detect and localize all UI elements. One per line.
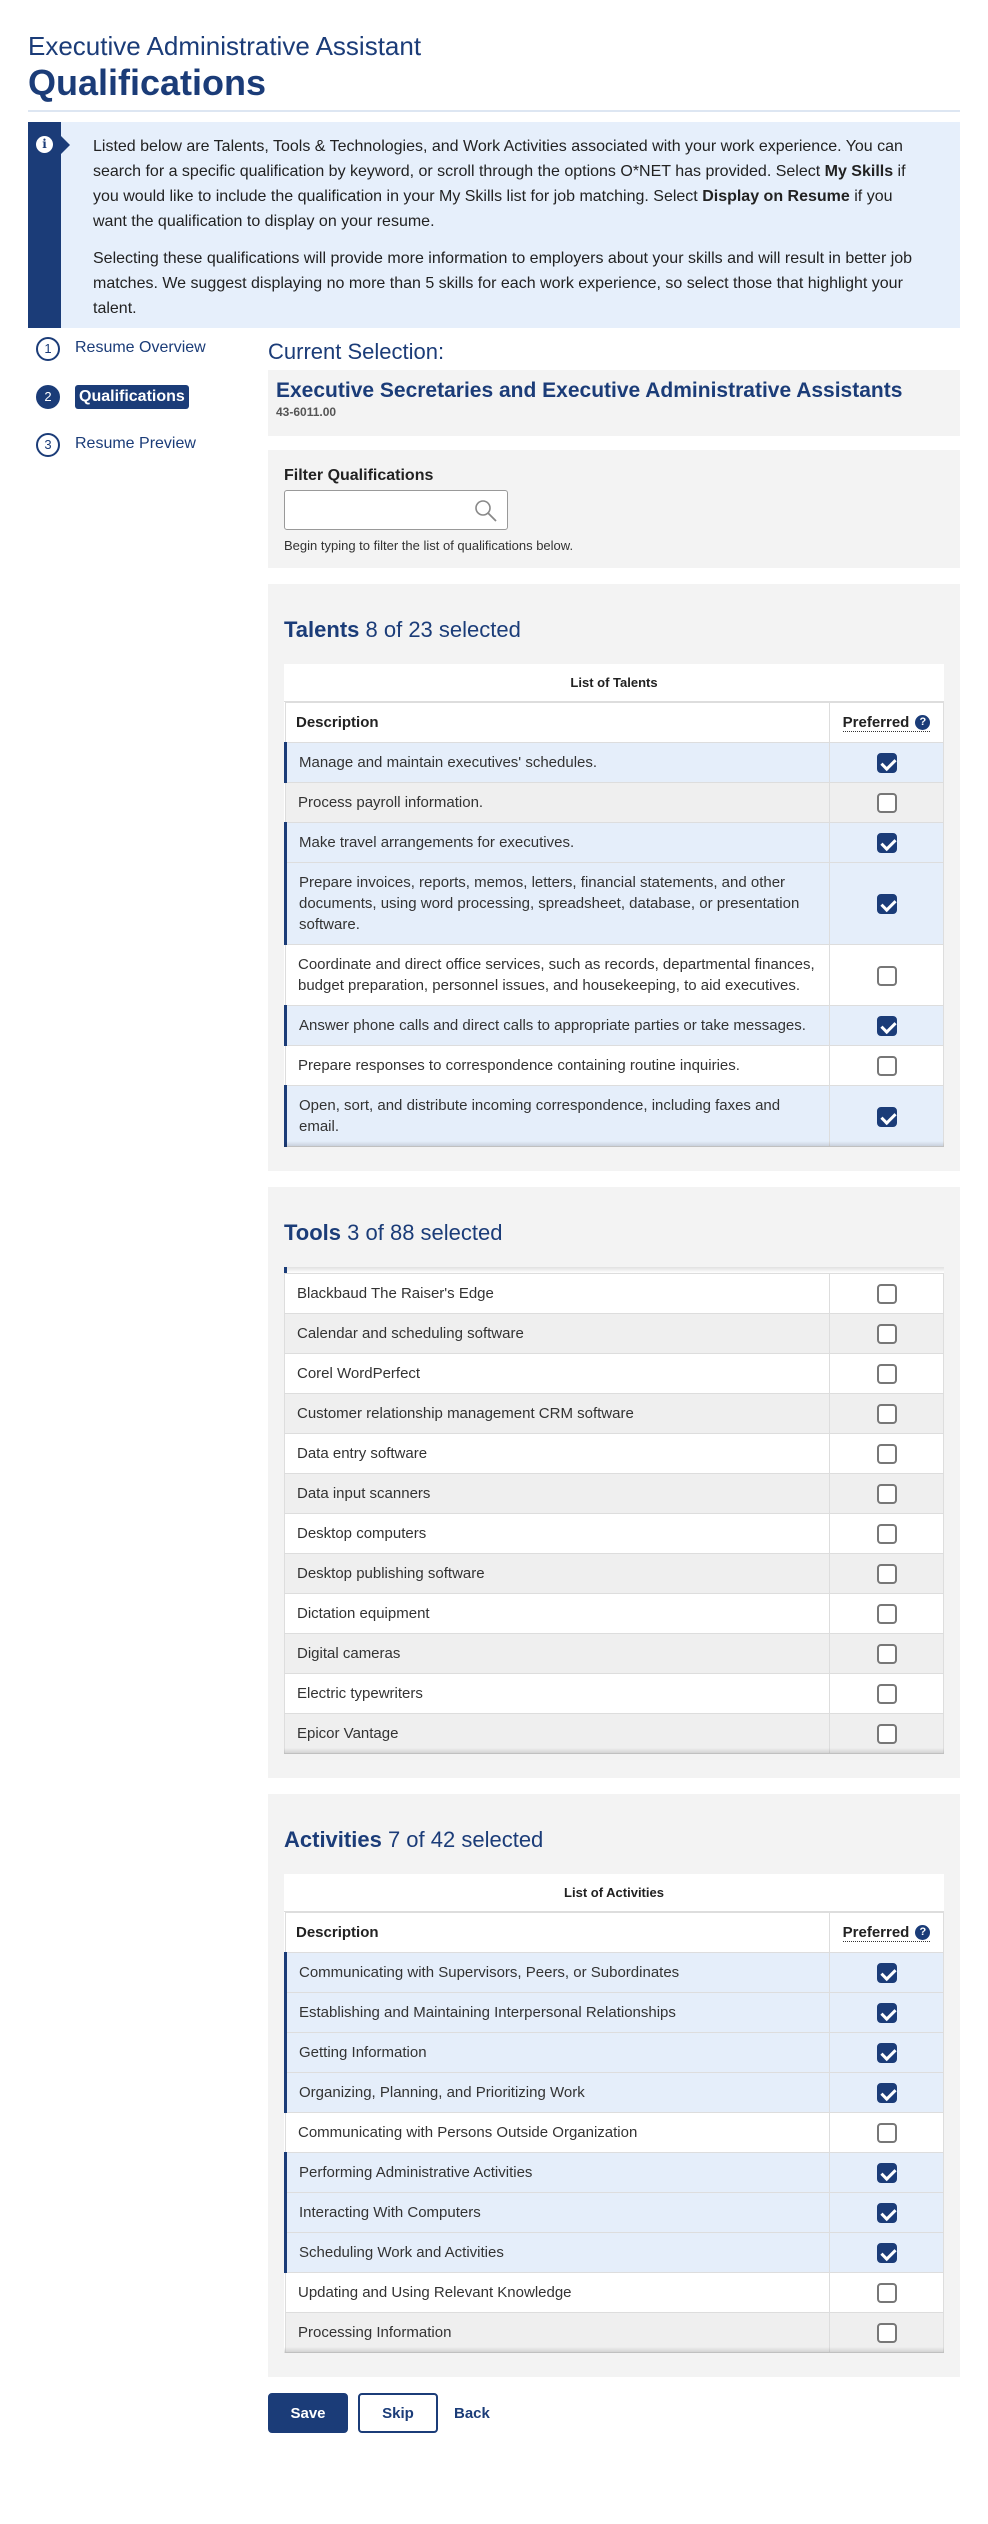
back-link[interactable]: Back [448, 2393, 496, 2433]
row-description: Data entry software [285, 1434, 830, 1474]
preferred-checkbox[interactable] [877, 2283, 897, 2303]
activities-count: 7 of 42 selected [387, 1827, 544, 1852]
table-row [286, 945, 944, 1006]
tools-count: 3 of 88 selected [347, 1220, 503, 1245]
table-row [285, 1434, 944, 1474]
table-row [286, 2113, 944, 2153]
scroll-shadow [284, 2347, 944, 2353]
row-preferred-cell [830, 1434, 944, 1474]
preferred-checkbox[interactable] [877, 1644, 897, 1664]
activities-title: Activities [284, 1827, 382, 1852]
step-label[interactable]: Resume Overview [75, 339, 206, 356]
preferred-checkbox[interactable] [877, 2243, 897, 2263]
row-description: Epicor Vantage [285, 1714, 830, 1754]
table-row [286, 2153, 944, 2193]
row-description: Communicating with Persons Outside Organization [286, 2113, 830, 2153]
tools-title: Tools [284, 1220, 342, 1245]
table-row [286, 1993, 944, 2033]
preferred-label: Preferred [842, 1923, 910, 1941]
table-row [286, 2193, 944, 2233]
row-preferred-cell [830, 1086, 944, 1147]
column-header-preferred [830, 1913, 944, 1953]
row-preferred-cell [830, 1006, 944, 1046]
tools-heading [284, 1219, 944, 1247]
table-row [286, 743, 944, 783]
preferred-checkbox[interactable] [877, 1016, 897, 1036]
help-icon[interactable]: ? [915, 715, 930, 730]
preferred-checkbox[interactable] [877, 1963, 897, 1983]
main-content [268, 340, 960, 2433]
step-label[interactable]: Qualifications [75, 385, 189, 409]
preferred-checkbox[interactable] [877, 2163, 897, 2183]
info-alert-bar [28, 122, 61, 328]
preferred-checkbox[interactable] [877, 1564, 897, 1584]
table-row [286, 1086, 944, 1147]
row-description: Coordinate and direct office services, such as records, departmental finances, budget preparation, personnel issues, and housekeeping, to aid executives. [286, 945, 830, 1006]
info-icon: i [36, 136, 53, 153]
preferred-checkbox[interactable] [877, 2123, 897, 2143]
talents-heading [284, 616, 944, 644]
row-preferred-cell [830, 823, 944, 863]
row-preferred-cell [830, 2113, 944, 2153]
row-preferred-cell [830, 2073, 944, 2113]
preferred-checkbox[interactable] [877, 894, 897, 914]
info-text-segment: if you would like to include the qualification in your My Skills list for job matching. Select [93, 163, 906, 205]
row-description: Blackbaud The Raiser's Edge [285, 1274, 830, 1314]
table-row [285, 1394, 944, 1434]
row-description: Corel WordPerfect [285, 1354, 830, 1394]
talents-section [268, 584, 960, 1171]
activities-header-row [286, 1913, 944, 1953]
row-preferred-cell [830, 743, 944, 783]
talents-header-row [286, 703, 944, 743]
talents-caption: List of Talents [284, 664, 944, 702]
occupation-code: 43-6011.00 [276, 405, 337, 419]
row-description: Getting Information [286, 2033, 830, 2073]
current-occupation-card [268, 370, 960, 436]
filter-input-wrap [284, 490, 508, 530]
row-description: Customer relationship management CRM software [285, 1394, 830, 1434]
row-preferred-cell [830, 2193, 944, 2233]
row-description: Establishing and Maintaining Interpersonal Relationships [286, 1993, 830, 2033]
talents-table-wrap[interactable] [284, 664, 944, 1147]
activities-section [268, 1794, 960, 2377]
column-header-preferred [830, 703, 944, 743]
table-row [286, 1046, 944, 1086]
page-supertitle: Executive Administrative Assistant [28, 31, 422, 61]
info-paragraph-2: Selecting these qualifications will provide more information to employers about your skills and will result in better job matches. We suggest displaying no more than 5 skills for each work experience, so select those that highlight your talent. [93, 250, 913, 317]
table-row [285, 1674, 944, 1714]
row-description: Electric typewriters [285, 1674, 830, 1714]
step-label[interactable]: Resume Preview [75, 435, 196, 452]
step-resume-overview[interactable] [36, 337, 236, 385]
info-alert-notch [61, 136, 70, 154]
row-description: Digital cameras [285, 1634, 830, 1674]
row-description: Desktop publishing software [285, 1554, 830, 1594]
row-preferred-cell [830, 1514, 944, 1554]
row-description: Scheduling Work and Activities [286, 2233, 830, 2273]
preferred-label-wrap[interactable] [843, 714, 931, 732]
row-description: Data input scanners [285, 1474, 830, 1514]
preferred-checkbox[interactable] [877, 2323, 897, 2343]
table-row [286, 863, 944, 945]
table-row [286, 2273, 944, 2313]
header-divider [28, 110, 960, 112]
skip-button[interactable]: Skip [358, 2393, 438, 2433]
table-row [285, 1314, 944, 1354]
table-row [285, 1274, 944, 1314]
row-preferred-cell [830, 2153, 944, 2193]
row-preferred-cell [830, 2233, 944, 2273]
row-description: Calendar and scheduling software [285, 1314, 830, 1354]
row-preferred-cell [830, 1634, 944, 1674]
row-preferred-cell [830, 945, 944, 1006]
activities-caption: List of Activities [284, 1874, 944, 1912]
step-nav [36, 337, 236, 481]
row-preferred-cell [830, 1953, 944, 1993]
activities-heading [284, 1826, 944, 1854]
filter-input[interactable] [289, 492, 469, 528]
row-description: Desktop computers [285, 1514, 830, 1554]
column-header-description: Description [286, 703, 830, 743]
table-row [286, 2073, 944, 2113]
scroll-shadow [284, 1748, 944, 1754]
activities-table-wrap[interactable] [284, 1874, 944, 2353]
table-row [286, 2233, 944, 2273]
preferred-checkbox[interactable] [877, 1364, 897, 1384]
row-preferred-cell [830, 1993, 944, 2033]
row-preferred-cell [830, 1354, 944, 1394]
info-text-segment: if you want the qualification to display on your resume. [93, 188, 893, 230]
preferred-checkbox[interactable] [877, 1724, 897, 1744]
form-actions [268, 2393, 960, 2433]
step-number: 1 [36, 337, 60, 361]
row-description: Interacting With Computers [286, 2193, 830, 2233]
activities-body [286, 1953, 944, 2353]
tools-table [284, 1273, 944, 1754]
step-qualifications[interactable] [36, 385, 236, 433]
search-icon [473, 498, 499, 524]
row-description: Manage and maintain executives' schedules. [286, 743, 830, 783]
talents-table [284, 702, 944, 1147]
scroll-shadow [284, 1141, 944, 1147]
table-row [285, 1594, 944, 1634]
preferred-checkbox[interactable] [877, 1404, 897, 1424]
row-description: Process payroll information. [286, 783, 830, 823]
preferred-checkbox[interactable] [877, 1056, 897, 1076]
row-preferred-cell [830, 1314, 944, 1354]
row-preferred-cell [830, 783, 944, 823]
column-header-description: Description [286, 1913, 830, 1953]
row-description: Prepare responses to correspondence containing routine inquiries. [286, 1046, 830, 1086]
row-description: Communicating with Supervisors, Peers, or Subordinates [286, 1953, 830, 1993]
row-description: Updating and Using Relevant Knowledge [286, 2273, 830, 2313]
row-description: Make travel arrangements for executives. [286, 823, 830, 863]
row-description: Open, sort, and distribute incoming correspondence, including faxes and email. [286, 1086, 830, 1147]
row-preferred-cell [830, 1046, 944, 1086]
table-row [286, 1953, 944, 1993]
help-icon[interactable]: ? [915, 1925, 930, 1940]
preferred-checkbox[interactable] [877, 966, 897, 986]
preferred-checkbox[interactable] [877, 1604, 897, 1624]
preferred-checkbox[interactable] [877, 1107, 897, 1127]
step-number: 3 [36, 433, 60, 457]
row-description: Prepare invoices, reports, memos, letters, financial statements, and other documents, using word processing, spreadsheet, database, or presentation software. [286, 863, 830, 945]
talents-body [286, 743, 944, 1147]
row-preferred-cell [830, 1474, 944, 1514]
preferred-checkbox[interactable] [877, 2083, 897, 2103]
page-header [0, 0, 988, 112]
row-description: Organizing, Planning, and Prioritizing Work [286, 2073, 830, 2113]
preferred-checkbox[interactable] [877, 1284, 897, 1304]
preferred-checkbox[interactable] [877, 793, 897, 813]
row-preferred-cell [830, 1554, 944, 1594]
table-row [286, 2033, 944, 2073]
preferred-checkbox[interactable] [877, 1684, 897, 1704]
row-preferred-cell [830, 1674, 944, 1714]
preferred-checkbox[interactable] [877, 2003, 897, 2023]
step-resume-preview[interactable] [36, 433, 236, 481]
table-row [285, 1514, 944, 1554]
row-preferred-cell [830, 1394, 944, 1434]
row-preferred-cell [830, 2273, 944, 2313]
filter-help-text: Begin typing to filter the list of qualifications below. [284, 538, 574, 553]
row-preferred-cell [830, 1274, 944, 1314]
row-description: Performing Administrative Activities [286, 2153, 830, 2193]
table-row [286, 1006, 944, 1046]
info-text-segment: Listed below are Talents, Tools & Technologies, and Work Activities associated with your work experience. You can search for a specific qualification by keyword, or scroll through the options O*NET has provided. Select [93, 138, 903, 180]
talents-count: 8 of 23 selected [365, 617, 521, 642]
filter-label: Filter Qualifications [284, 467, 434, 484]
table-row [285, 1474, 944, 1514]
occupation-title: Executive Secretaries and Executive Administrative Assistants [276, 379, 903, 402]
table-row [285, 1354, 944, 1394]
table-row [285, 1554, 944, 1594]
talents-title: Talents [284, 617, 360, 642]
filter-panel [268, 450, 960, 568]
preferred-checkbox[interactable] [877, 753, 897, 773]
preferred-checkbox[interactable] [877, 1524, 897, 1544]
preferred-checkbox[interactable] [877, 2203, 897, 2223]
info-alert-text [93, 134, 930, 333]
tools-body [285, 1274, 944, 1754]
save-button[interactable]: Save [268, 2393, 348, 2433]
preferred-checkbox[interactable] [877, 833, 897, 853]
step-number: 2 [36, 385, 60, 409]
preferred-checkbox[interactable] [877, 1484, 897, 1504]
row-description: Dictation equipment [285, 1594, 830, 1634]
info-bold-my-skills: My Skills [824, 163, 894, 180]
preferred-label-wrap[interactable] [843, 1924, 931, 1942]
row-preferred-cell [830, 1594, 944, 1634]
row-preferred-cell [830, 2033, 944, 2073]
row-description: Processing Information [286, 2313, 830, 2353]
table-row [285, 1634, 944, 1674]
row-description: Answer phone calls and direct calls to appropriate parties or take messages. [286, 1006, 830, 1046]
preferred-label: Preferred [842, 713, 910, 731]
tools-section [268, 1187, 960, 1778]
preferred-checkbox[interactable] [877, 2043, 897, 2063]
table-row [286, 783, 944, 823]
info-bold-display-on-resume: Display on Resume [702, 188, 850, 205]
preferred-checkbox[interactable] [877, 1444, 897, 1464]
info-paragraph-1 [93, 134, 930, 234]
preferred-checkbox[interactable] [877, 1324, 897, 1344]
activities-table [284, 1912, 944, 2353]
table-row [286, 823, 944, 863]
row-preferred-cell [830, 863, 944, 945]
current-selection-label: Current Selection: [268, 339, 445, 364]
info-alert [28, 122, 960, 328]
tools-table-wrap[interactable] [284, 1267, 944, 1754]
page-title: Qualifications [28, 62, 267, 103]
